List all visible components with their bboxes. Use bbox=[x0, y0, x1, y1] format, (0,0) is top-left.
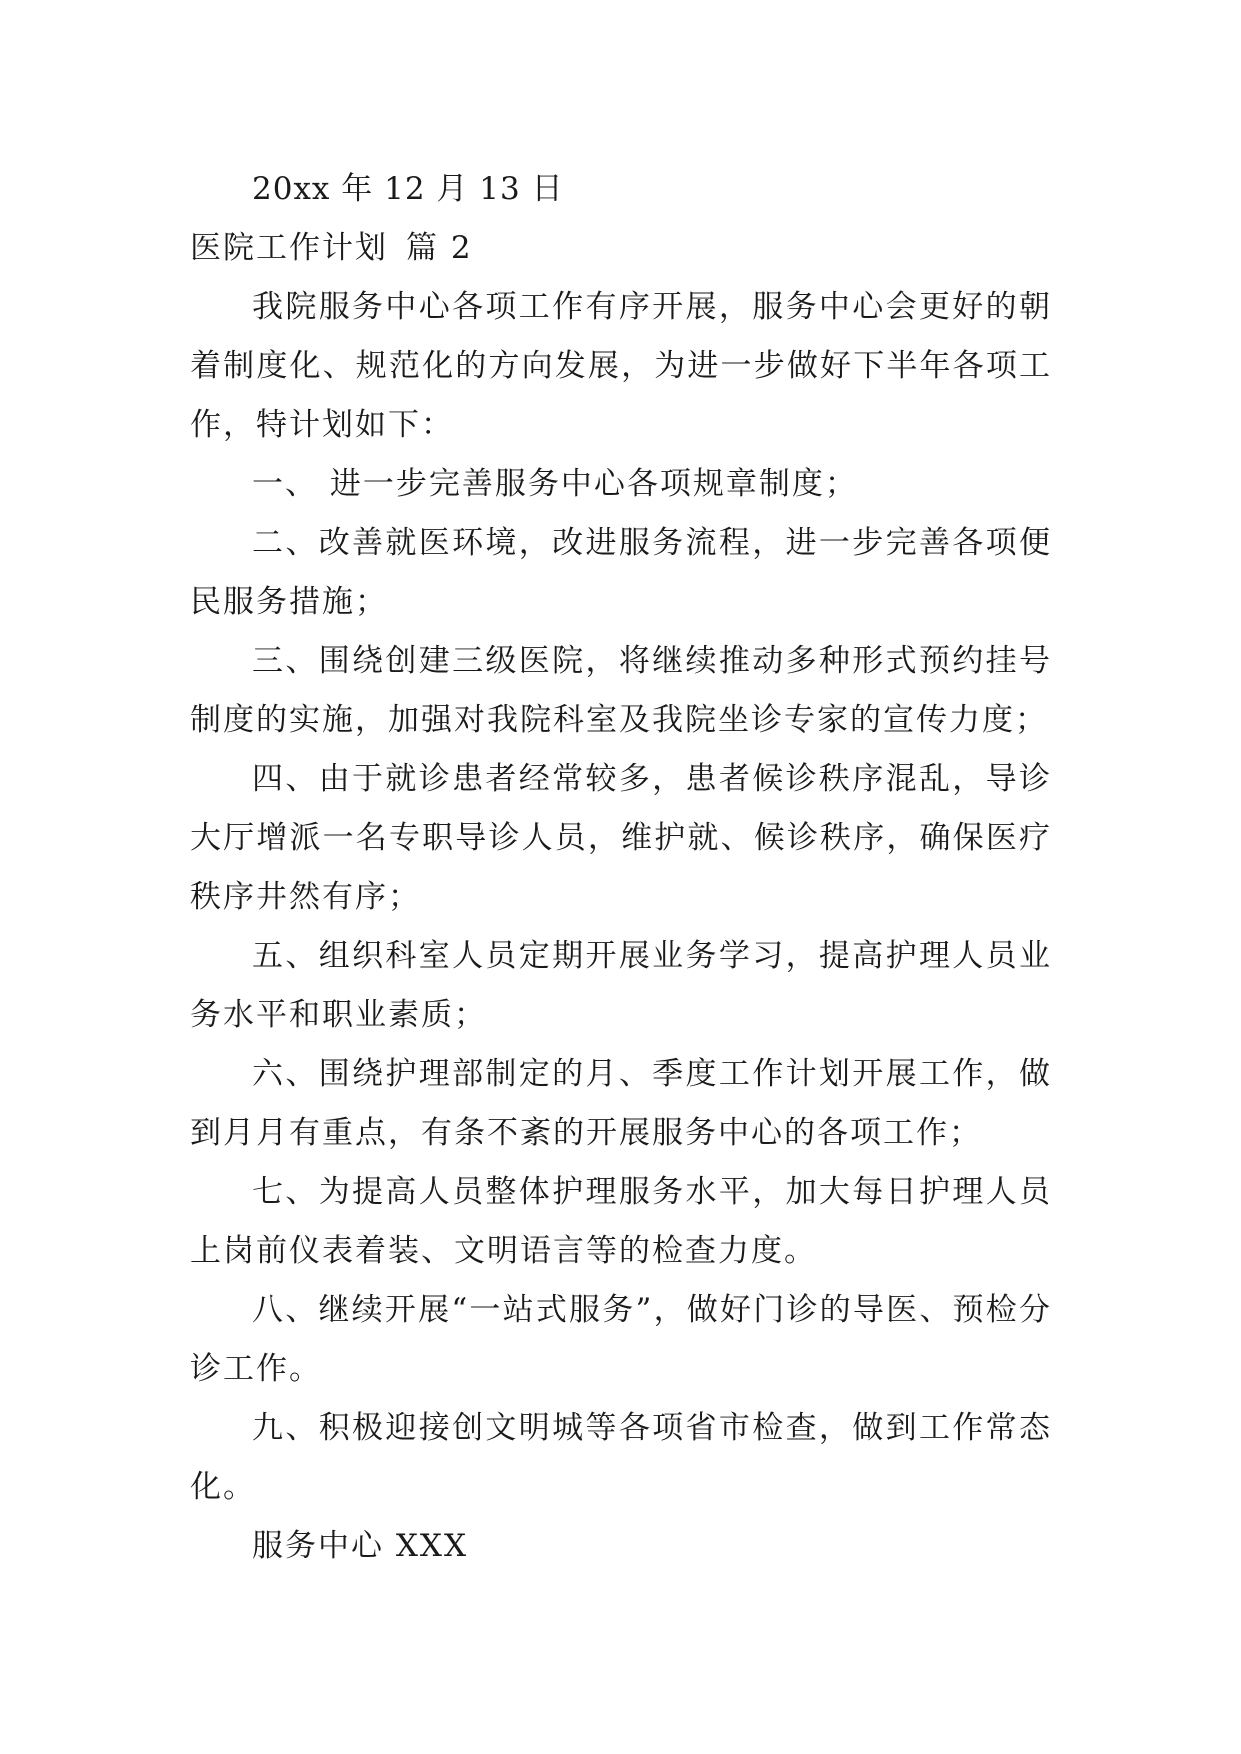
heading-section: 篇 2 bbox=[406, 230, 473, 266]
plan-item-9: 九、积极迎接创文明城等各项省市检查，做到工作常态化。 bbox=[190, 1410, 1052, 1505]
plan-item-4: 四、由于就诊患者经常较多，患者候诊秩序混乱，导诊大厅增派一名专职导诊人员，维护就、候诊秩序，确保医疗秩序井然有序； bbox=[190, 761, 1052, 915]
heading-title: 医院工作计划 bbox=[190, 230, 388, 266]
plan-item-3: 三、围绕创建三级医院，将继续推动多种形式预约挂号制度的实施，加强对我院科室及我院坐诊专家的宣传力度； bbox=[190, 643, 1052, 738]
signature-line: 服务中心 XXX bbox=[252, 1528, 469, 1564]
date-line: 20xx 年 12 月 13 日 bbox=[252, 171, 564, 207]
plan-item-7: 七、为提高人员整体护理服务水平，加大每日护理人员上岗前仪表着装、文明语言等的检查力度。 bbox=[190, 1174, 1052, 1269]
plan-item-5: 五、组织科室人员定期开展业务学习，提高护理人员业务水平和职业素质； bbox=[190, 938, 1052, 1033]
plan-item-6: 六、围绕护理部制定的月、季度工作计划开展工作，做到月月有重点，有条不紊的开展服务中心的各项工作； bbox=[190, 1056, 1052, 1151]
plan-item-2: 二、改善就医环境，改进服务流程，进一步完善各项便民服务措施； bbox=[190, 525, 1052, 620]
plan-item-1: 一、 进一步完善服务中心各项规章制度； bbox=[252, 466, 858, 502]
section-heading bbox=[190, 219, 1052, 278]
document-body bbox=[190, 160, 1052, 1576]
intro-paragraph: 我院服务中心各项工作有序开展，服务中心会更好的朝着制度化、规范化的方向发展，为进一步做好下半年各项工作，特计划如下： bbox=[190, 289, 1052, 443]
plan-item-8: 八、继续开展“一站式服务”，做好门诊的导医、预检分诊工作。 bbox=[190, 1292, 1052, 1387]
